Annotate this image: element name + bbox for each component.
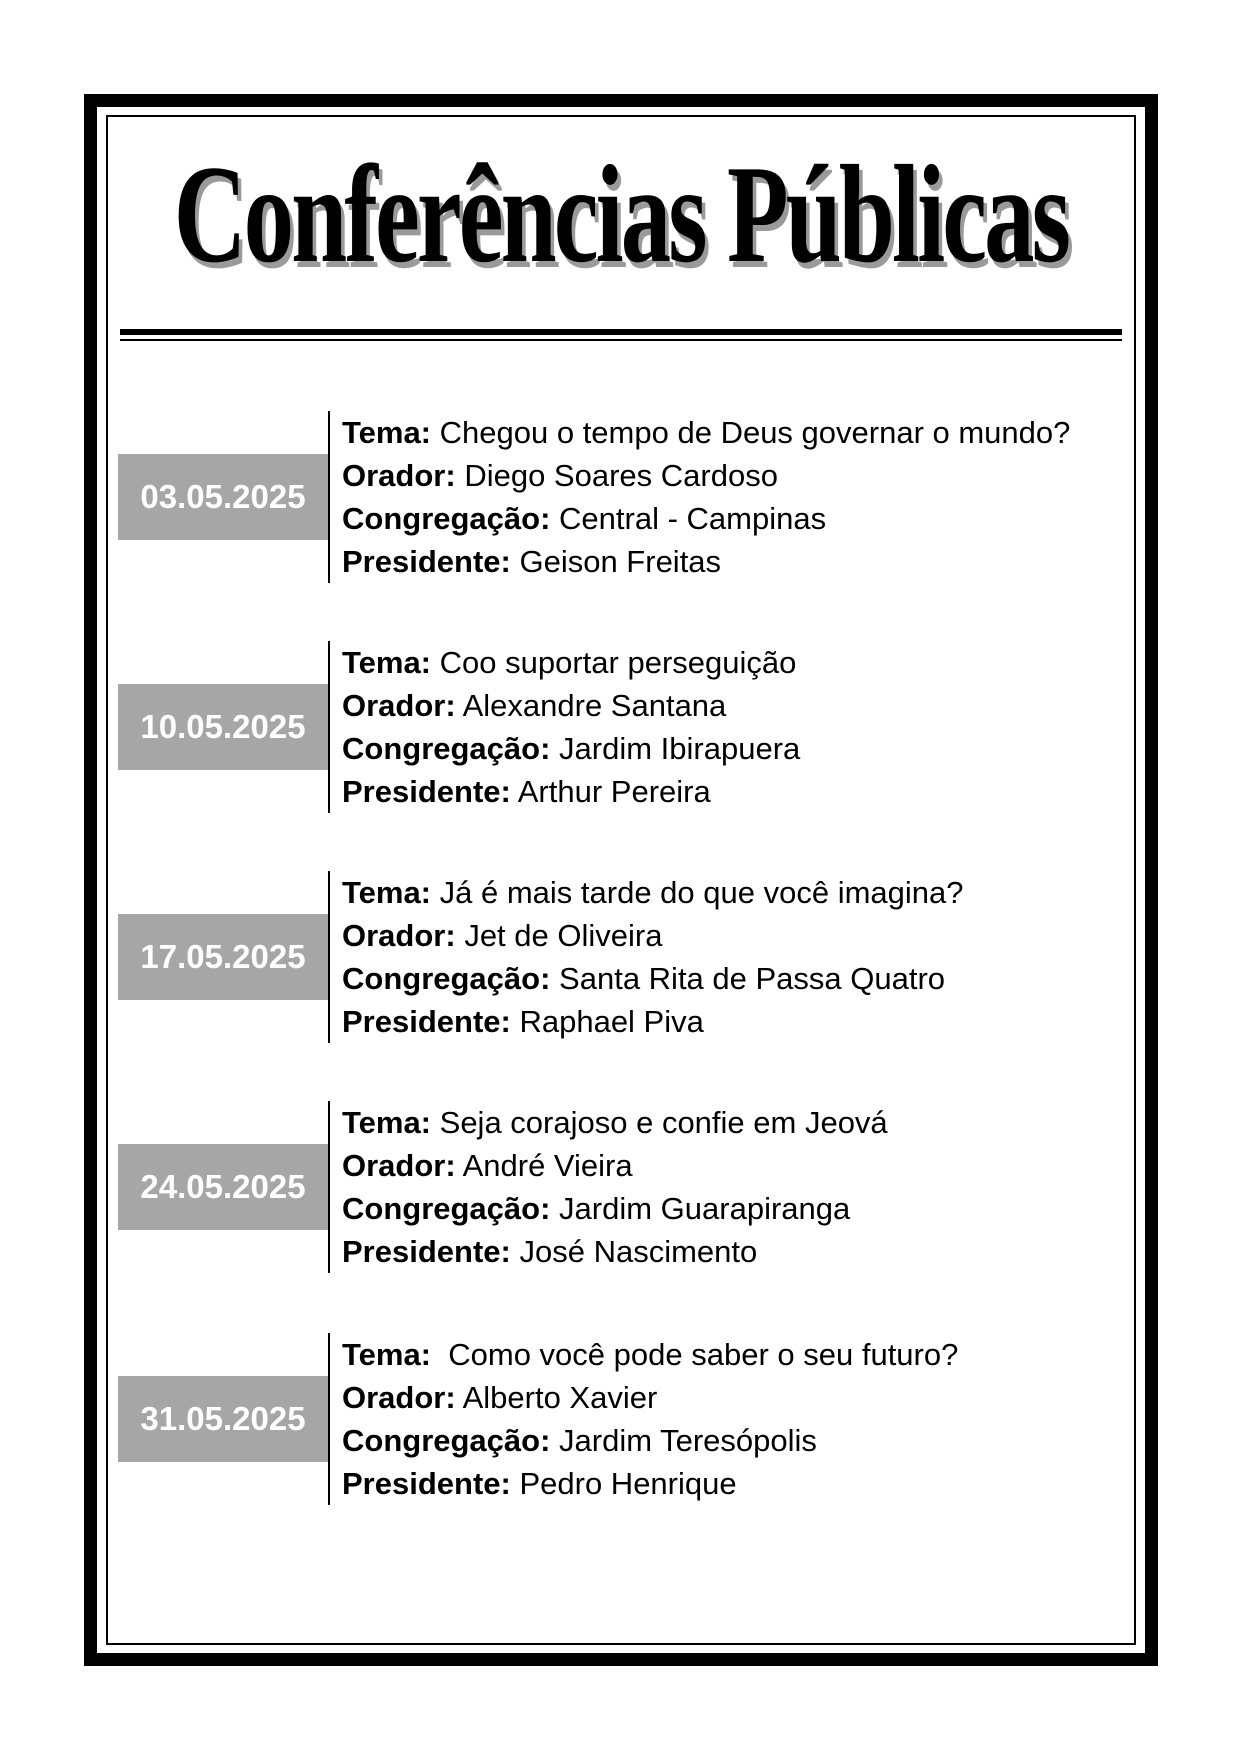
orador-line [342, 684, 1132, 727]
tema-value: Já é mais tarde do que você imagina? [439, 875, 964, 910]
event-separator [328, 871, 330, 1043]
tema-line [342, 1101, 1132, 1144]
event-entry [118, 1333, 1128, 1505]
page-title: Conferências Públicas [173, 137, 1069, 292]
tema-value: Chegou o tempo de Deus governar o mundo? [439, 415, 1071, 450]
tema-label: Tema: [342, 1337, 432, 1372]
congregacao-label: Congregação: [342, 1191, 551, 1226]
tema-line [342, 411, 1132, 454]
event-date: 17.05.2025 [118, 914, 328, 1000]
event-separator [328, 1333, 330, 1505]
congregacao-label: Congregação: [342, 961, 551, 996]
congregacao-value: Central - Campinas [559, 501, 827, 536]
event-separator [328, 411, 330, 583]
congregacao-value: Jardim Guarapiranga [559, 1191, 851, 1226]
event-date: 03.05.2025 [118, 454, 328, 540]
orador-value: Alberto Xavier [462, 1380, 658, 1415]
title-divider-thick [120, 329, 1122, 335]
tema-value: Coo suportar perseguição [439, 645, 797, 680]
presidente-line [342, 1462, 1132, 1505]
orador-line [342, 1144, 1132, 1187]
event-entry [118, 871, 1128, 1043]
event-date: 24.05.2025 [118, 1144, 328, 1230]
congregacao-line [342, 1187, 1132, 1230]
congregacao-value: Jardim Teresópolis [559, 1423, 817, 1458]
presidente-label: Presidente: [342, 1234, 511, 1269]
congregacao-value: Santa Rita de Passa Quatro [559, 961, 946, 996]
event-separator [328, 641, 330, 813]
tema-line [342, 1333, 1132, 1376]
orador-value: Jet de Oliveira [464, 918, 663, 953]
orador-label: Orador: [342, 1148, 456, 1183]
tema-label: Tema: [342, 1105, 432, 1140]
orador-value: Diego Soares Cardoso [464, 458, 778, 493]
event-date: 10.05.2025 [118, 684, 328, 770]
tema-line [342, 871, 1132, 914]
presidente-line [342, 1000, 1132, 1043]
title-divider-thin [120, 339, 1122, 341]
orador-label: Orador: [342, 918, 456, 953]
presidente-label: Presidente: [342, 1004, 511, 1039]
presidente-value: Pedro Henrique [519, 1466, 737, 1501]
presidente-label: Presidente: [342, 544, 511, 579]
presidente-value: Raphael Piva [519, 1004, 704, 1039]
orador-line [342, 914, 1132, 957]
tema-label: Tema: [342, 875, 432, 910]
presidente-value: José Nascimento [519, 1234, 758, 1269]
event-separator [328, 1101, 330, 1273]
orador-label: Orador: [342, 688, 456, 723]
presidente-line [342, 1230, 1132, 1273]
presidente-label: Presidente: [342, 774, 511, 809]
event-entry [118, 411, 1128, 583]
presidente-label: Presidente: [342, 1466, 511, 1501]
orador-line [342, 1376, 1132, 1419]
congregacao-line [342, 497, 1132, 540]
presidente-value: Arthur Pereira [517, 774, 711, 809]
tema-label: Tema: [342, 645, 432, 680]
event-entry [118, 641, 1128, 813]
congregacao-line [342, 727, 1132, 770]
orador-value: André Vieira [462, 1148, 633, 1183]
orador-value: Alexandre Santana [462, 688, 727, 723]
congregacao-label: Congregação: [342, 501, 551, 536]
tema-label: Tema: [342, 415, 432, 450]
presidente-line [342, 770, 1132, 813]
orador-label: Orador: [342, 1380, 456, 1415]
congregacao-line [342, 957, 1132, 1000]
tema-value: Seja corajoso e confie em Jeová [439, 1105, 888, 1140]
presidente-value: Geison Freitas [519, 544, 722, 579]
event-date: 31.05.2025 [118, 1376, 328, 1462]
orador-line [342, 454, 1132, 497]
tema-value: Como você pode saber o seu futuro? [439, 1337, 959, 1372]
congregacao-label: Congregação: [342, 1423, 551, 1458]
congregacao-label: Congregação: [342, 731, 551, 766]
tema-line [342, 641, 1132, 684]
congregacao-line [342, 1419, 1132, 1462]
orador-label: Orador: [342, 458, 456, 493]
congregacao-value: Jardim Ibirapuera [559, 731, 801, 766]
event-entry [118, 1101, 1128, 1273]
presidente-line [342, 540, 1132, 583]
